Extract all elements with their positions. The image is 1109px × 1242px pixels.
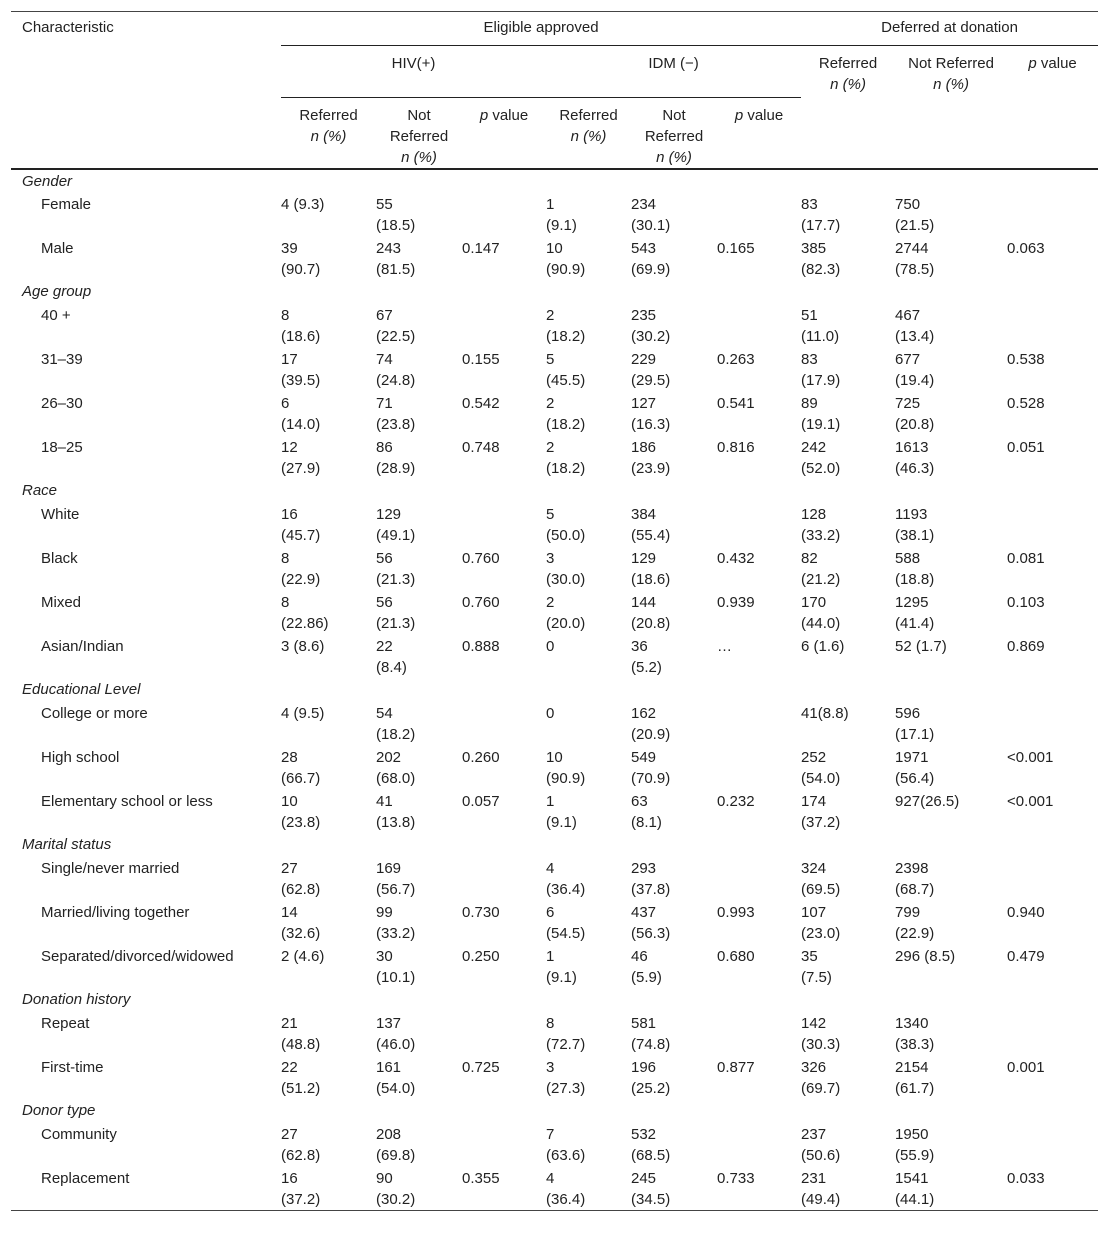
- section-row: [11, 988, 1098, 1011]
- table-row: [11, 546, 1098, 590]
- table-row: [11, 1055, 1098, 1099]
- section-heading: Age group: [22, 283, 92, 300]
- table-cell: [462, 303, 546, 347]
- row-label: Single/never married: [41, 860, 180, 877]
- row-label: 18–25: [41, 439, 83, 456]
- table-cell: 293 (37.8): [631, 860, 671, 898]
- table-cell: 0: [546, 705, 555, 722]
- table-cell: [717, 856, 801, 900]
- table-cell: 56 (21.3): [376, 550, 416, 588]
- table-cell: 0.993: [717, 904, 755, 921]
- table-cell: 0.869: [1007, 638, 1045, 655]
- table-cell: 10 (90.9): [546, 749, 586, 787]
- header-hiv-p-value: p value: [479, 107, 529, 124]
- table-cell: [462, 1122, 546, 1166]
- header-idm-not-referred: Not Referred n (%): [644, 107, 704, 166]
- table-cell: 89 (19.1): [801, 395, 841, 433]
- table-cell: 0.063: [1007, 240, 1045, 257]
- row-label: White: [41, 506, 80, 523]
- header-hiv-positive: HIV(+): [281, 46, 546, 98]
- table-cell: 6 (54.5): [546, 904, 586, 942]
- table-cell: 243 (81.5): [376, 240, 416, 278]
- table-cell: 677 (19.4): [895, 351, 935, 389]
- row-label: Female: [41, 196, 92, 213]
- table-row: [11, 944, 1098, 988]
- table-cell: 128 (33.2): [801, 506, 841, 544]
- table-cell: 0.760: [462, 550, 500, 567]
- table-cell: [462, 856, 546, 900]
- table-row: [11, 303, 1098, 347]
- row-label: First-time: [41, 1059, 104, 1076]
- row-label: 31–39: [41, 351, 83, 368]
- table-cell: 16 (37.2): [281, 1166, 376, 1211]
- table-cell: …: [717, 638, 732, 655]
- table-cell: [462, 701, 546, 745]
- table-cell: 169 (56.7): [376, 860, 416, 898]
- table-cell: 5 (45.5): [546, 351, 586, 389]
- table-cell: 1 (9.1): [546, 196, 577, 234]
- table-cell: 86 (28.9): [376, 439, 416, 477]
- table-cell: 74 (24.8): [376, 351, 416, 389]
- table-cell: 8 (18.6): [281, 307, 321, 345]
- table-cell: 543 (69.9): [631, 240, 671, 278]
- header-deferred-not-referred: Not Referred n (%): [908, 55, 994, 93]
- table-cell: 0.748: [462, 439, 500, 456]
- table-row: [11, 192, 1098, 236]
- header-characteristic: Characteristic: [22, 19, 114, 36]
- table-cell: 1971 (56.4): [895, 749, 935, 787]
- table-body: [11, 169, 1098, 1211]
- table-cell: 0.355: [462, 1166, 546, 1211]
- section-heading: Race: [22, 482, 58, 499]
- table-cell: [462, 192, 546, 236]
- table-row: [11, 745, 1098, 789]
- table-row: [11, 590, 1098, 634]
- row-label: High school: [41, 749, 120, 766]
- table-cell: 21 (48.8): [281, 1015, 321, 1053]
- row-label: Male: [41, 240, 74, 257]
- table-cell: 242 (52.0): [801, 439, 841, 477]
- table-cell: 384 (55.4): [631, 506, 671, 544]
- table-cell: 0.165: [717, 240, 755, 257]
- table-cell: 0.155: [462, 351, 500, 368]
- table-cell: 0.939: [717, 594, 755, 611]
- section-row: [11, 678, 1098, 701]
- table-cell: <0.001: [1007, 793, 1054, 810]
- row-label: Replacement: [11, 1166, 281, 1211]
- table-cell: 2 (18.2): [546, 439, 586, 477]
- table-cell: 129 (49.1): [376, 506, 416, 544]
- table-cell: 0.103: [1007, 594, 1045, 611]
- table-cell: 7 (63.6): [546, 1126, 586, 1164]
- table-cell: <0.001: [1007, 749, 1054, 766]
- table-cell: 186 (23.9): [631, 439, 671, 477]
- table-cell: 532 (68.5): [631, 1126, 671, 1164]
- table-cell: 22 (8.4): [376, 638, 407, 676]
- table-cell: 1295 (41.4): [895, 594, 935, 632]
- table-cell: [1007, 701, 1098, 745]
- table-cell: [462, 1011, 546, 1055]
- table-cell: 41 (13.8): [376, 793, 416, 831]
- table-cell: 22 (51.2): [281, 1059, 321, 1097]
- table-cell: 2 (18.2): [546, 395, 586, 433]
- header-deferred-referred: Referred n (%): [818, 55, 878, 93]
- table-cell: 4 (9.5): [281, 705, 325, 722]
- table-cell: 99 (33.2): [376, 904, 416, 942]
- table-cell: 129 (18.6): [631, 550, 671, 588]
- section-row: [11, 833, 1098, 856]
- table-cell: 549 (70.9): [631, 749, 671, 787]
- table-cell: 36 (5.2): [631, 638, 662, 676]
- table-cell: 8 (72.7): [546, 1015, 586, 1053]
- row-label: Community: [41, 1126, 117, 1143]
- table-cell: 1613 (46.3): [895, 439, 935, 477]
- table-cell: 52 (1.7): [895, 638, 947, 655]
- table-cell: 30 (10.1): [376, 948, 416, 986]
- table-cell: 6 (14.0): [281, 395, 321, 433]
- table-cell: 4 (9.3): [281, 196, 325, 213]
- table-cell: [1007, 303, 1098, 347]
- table-cell: 0.147: [462, 240, 500, 257]
- header-eligible-approved: Eligible approved: [281, 12, 801, 46]
- table-cell: 14 (32.6): [281, 904, 321, 942]
- table-cell: 229 (29.5): [631, 351, 671, 389]
- table-cell: 71 (23.8): [376, 395, 416, 433]
- table-cell: 16 (45.7): [281, 506, 321, 544]
- table-cell: 2 (4.6): [281, 948, 325, 965]
- table-cell: 0.051: [1007, 439, 1045, 456]
- table-cell: 437 (56.3): [631, 904, 671, 942]
- row-label: Black: [41, 550, 78, 567]
- section-row: [11, 1099, 1098, 1122]
- table-cell: 107 (23.0): [801, 904, 841, 942]
- table-cell: [717, 701, 801, 745]
- table-cell: 54 (18.2): [376, 705, 416, 743]
- table-row: [11, 236, 1098, 280]
- table-cell: 3 (8.6): [281, 638, 325, 655]
- table-cell: 202 (68.0): [376, 749, 416, 787]
- table-cell: 0.541: [717, 395, 755, 412]
- table-cell: 0.033: [1007, 1166, 1098, 1211]
- table-cell: [717, 502, 801, 546]
- table-cell: [1007, 1122, 1098, 1166]
- table-cell: 162 (20.9): [631, 705, 671, 743]
- table-cell: 326 (69.7): [801, 1059, 841, 1097]
- section-heading: Donation history: [22, 991, 131, 1008]
- table-cell: 144 (20.8): [631, 594, 671, 632]
- table-cell: 28 (66.7): [281, 749, 321, 787]
- table-cell: 10 (90.9): [546, 240, 586, 278]
- table-cell: 799 (22.9): [895, 904, 935, 942]
- table-cell: 196 (25.2): [631, 1059, 671, 1097]
- table-cell: 67 (22.5): [376, 307, 416, 345]
- table-cell: 0.432: [717, 550, 755, 567]
- table-row: [11, 347, 1098, 391]
- table-cell: 0.232: [717, 793, 755, 810]
- table-row: [11, 391, 1098, 435]
- table-row: [11, 1122, 1098, 1166]
- header-idm-p-value: p value: [734, 107, 784, 124]
- table-cell: 725 (20.8): [895, 395, 935, 433]
- row-label: Repeat: [41, 1015, 90, 1032]
- table-cell: 0.760: [462, 594, 500, 611]
- section-heading: Marital status: [22, 836, 112, 853]
- table-cell: 385 (82.3): [801, 240, 841, 278]
- table-cell: 5 (50.0): [546, 506, 586, 544]
- table-cell: 0.542: [462, 395, 500, 412]
- row-label: Mixed: [41, 594, 82, 611]
- table-cell: 161 (54.0): [376, 1059, 416, 1097]
- table-cell: 41(8.8): [801, 705, 849, 722]
- header-idm-referred: Referred n (%): [559, 107, 618, 145]
- table-cell: 2 (20.0): [546, 594, 586, 632]
- table-cell: 10 (23.8): [281, 793, 321, 831]
- header-deferred-p-value: p value: [1028, 55, 1077, 72]
- table-cell: 0.877: [717, 1059, 755, 1076]
- table-row: [11, 789, 1098, 833]
- table-cell: 1193 (38.1): [895, 506, 935, 544]
- table-cell: 467 (13.4): [895, 307, 935, 345]
- table-cell: 51 (11.0): [801, 307, 840, 345]
- table-cell: 0.250: [462, 948, 500, 965]
- table-cell: 1541 (44.1): [895, 1166, 1007, 1211]
- table-cell: 4 (36.4): [546, 860, 586, 898]
- section-heading: Gender: [22, 173, 73, 190]
- table-cell: 17 (39.5): [281, 351, 321, 389]
- section-row: [11, 169, 1098, 192]
- table-cell: 0.940: [1007, 904, 1045, 921]
- table-cell: 0.888: [462, 638, 500, 655]
- table-cell: [717, 1011, 801, 1055]
- table-cell: 0.528: [1007, 395, 1045, 412]
- table-cell: 2154 (61.7): [895, 1059, 935, 1097]
- table-cell: 0.816: [717, 439, 755, 456]
- table-cell: [717, 303, 801, 347]
- table-cell: 596 (17.1): [895, 705, 935, 743]
- table-cell: 0.001: [1007, 1059, 1045, 1076]
- table-cell: 56 (21.3): [376, 594, 416, 632]
- table-cell: 174 (37.2): [801, 793, 841, 831]
- table-cell: 296 (8.5): [895, 948, 956, 965]
- table-cell: 35 (7.5): [801, 948, 832, 986]
- table-cell: [1007, 502, 1098, 546]
- table-cell: 1 (9.1): [546, 793, 577, 831]
- table-cell: 0: [546, 638, 555, 655]
- table-cell: [1007, 856, 1098, 900]
- table-cell: 127 (16.3): [631, 395, 671, 433]
- table-row: [11, 701, 1098, 745]
- header-hiv-not-referred: Not Referred n (%): [389, 107, 449, 166]
- table-cell: 12 (27.9): [281, 439, 321, 477]
- table-cell: 90 (30.2): [376, 1166, 462, 1211]
- table-cell: 6 (1.6): [801, 638, 845, 655]
- table-cell: 4 (36.4): [546, 1166, 631, 1211]
- table-row: [11, 634, 1098, 678]
- header-idm-negative: IDM (−): [546, 46, 801, 98]
- row-label: Elementary school or less: [41, 793, 213, 810]
- table-cell: 55 (18.5): [376, 196, 416, 234]
- table-cell: 2398 (68.7): [895, 860, 935, 898]
- table-cell: 83 (17.9): [801, 351, 841, 389]
- table-cell: 170 (44.0): [801, 594, 841, 632]
- table-cell: [717, 1122, 801, 1166]
- row-label: Asian/Indian: [41, 638, 124, 655]
- table-cell: [717, 745, 801, 789]
- section-heading: Donor type: [22, 1102, 96, 1119]
- table-cell: 63 (8.1): [631, 793, 662, 831]
- table-cell: 83 (17.7): [801, 196, 841, 234]
- table-cell: 0.081: [1007, 550, 1045, 567]
- header-hiv-referred: Referred n (%): [299, 107, 358, 145]
- table-cell: 137 (46.0): [376, 1015, 416, 1053]
- row-label: 26–30: [41, 395, 83, 412]
- table-row: [11, 1011, 1098, 1055]
- table-cell: [462, 502, 546, 546]
- table-cell: 3 (30.0): [546, 550, 586, 588]
- table-cell: 82 (21.2): [801, 550, 841, 588]
- table-row: [11, 900, 1098, 944]
- table-cell: 0.263: [717, 351, 755, 368]
- table-cell: 0.733: [717, 1166, 801, 1211]
- table-cell: 235 (30.2): [631, 307, 671, 345]
- section-row: [11, 479, 1098, 502]
- row-label: Separated/divorced/widowed: [41, 948, 234, 965]
- header-deferred-at-donation: Deferred at donation: [801, 12, 1098, 46]
- table-cell: 27 (62.8): [281, 860, 321, 898]
- table-cell: 252 (54.0): [801, 749, 841, 787]
- table-cell: 581 (74.8): [631, 1015, 671, 1053]
- section-heading: Educational Level: [22, 681, 141, 698]
- table-cell: 3 (27.3): [546, 1059, 586, 1097]
- table-row: [11, 1166, 1098, 1211]
- table-cell: [717, 192, 801, 236]
- table-row: [11, 502, 1098, 546]
- table-cell: 27 (62.8): [281, 1126, 321, 1164]
- table-cell: 588 (18.8): [895, 550, 935, 588]
- table-cell: [1007, 1011, 1098, 1055]
- table-cell: 231 (49.4): [801, 1166, 895, 1211]
- table-cell: 46 (5.9): [631, 948, 662, 986]
- table-cell: 237 (50.6): [801, 1126, 841, 1164]
- table-cell: 8 (22.86): [281, 594, 329, 632]
- table-cell: 2 (18.2): [546, 307, 586, 345]
- table-cell: 0.260: [462, 749, 500, 766]
- row-label: College or more: [41, 705, 148, 722]
- table-cell: 927(26.5): [895, 793, 960, 810]
- table-cell: [1007, 192, 1098, 236]
- table-cell: 324 (69.5): [801, 860, 841, 898]
- table-cell: 0.730: [462, 904, 500, 921]
- table-cell: 142 (30.3): [801, 1015, 841, 1053]
- row-label: Married/living together: [41, 904, 190, 921]
- table-cell: 0.538: [1007, 351, 1045, 368]
- table-cell: 0.725: [462, 1059, 500, 1076]
- table-cell: 208 (69.8): [376, 1126, 416, 1164]
- table-cell: 0.680: [717, 948, 755, 965]
- table-cell: 750 (21.5): [895, 196, 935, 234]
- table-cell: 1950 (55.9): [895, 1126, 935, 1164]
- table-row: [11, 856, 1098, 900]
- table-cell: 1 (9.1): [546, 948, 577, 986]
- table-cell: 0.479: [1007, 948, 1045, 965]
- table-cell: 1340 (38.3): [895, 1015, 935, 1053]
- row-label: 40 +: [41, 307, 71, 324]
- data-table: [11, 11, 1098, 1211]
- table-cell: 2744 (78.5): [895, 240, 935, 278]
- table-cell: 234 (30.1): [631, 196, 671, 234]
- table-row: [11, 435, 1098, 479]
- section-row: [11, 280, 1098, 303]
- table-cell: 245 (34.5): [631, 1166, 717, 1211]
- table-cell: 39 (90.7): [281, 240, 321, 278]
- table-cell: 8 (22.9): [281, 550, 321, 588]
- table-cell: 0.057: [462, 793, 500, 810]
